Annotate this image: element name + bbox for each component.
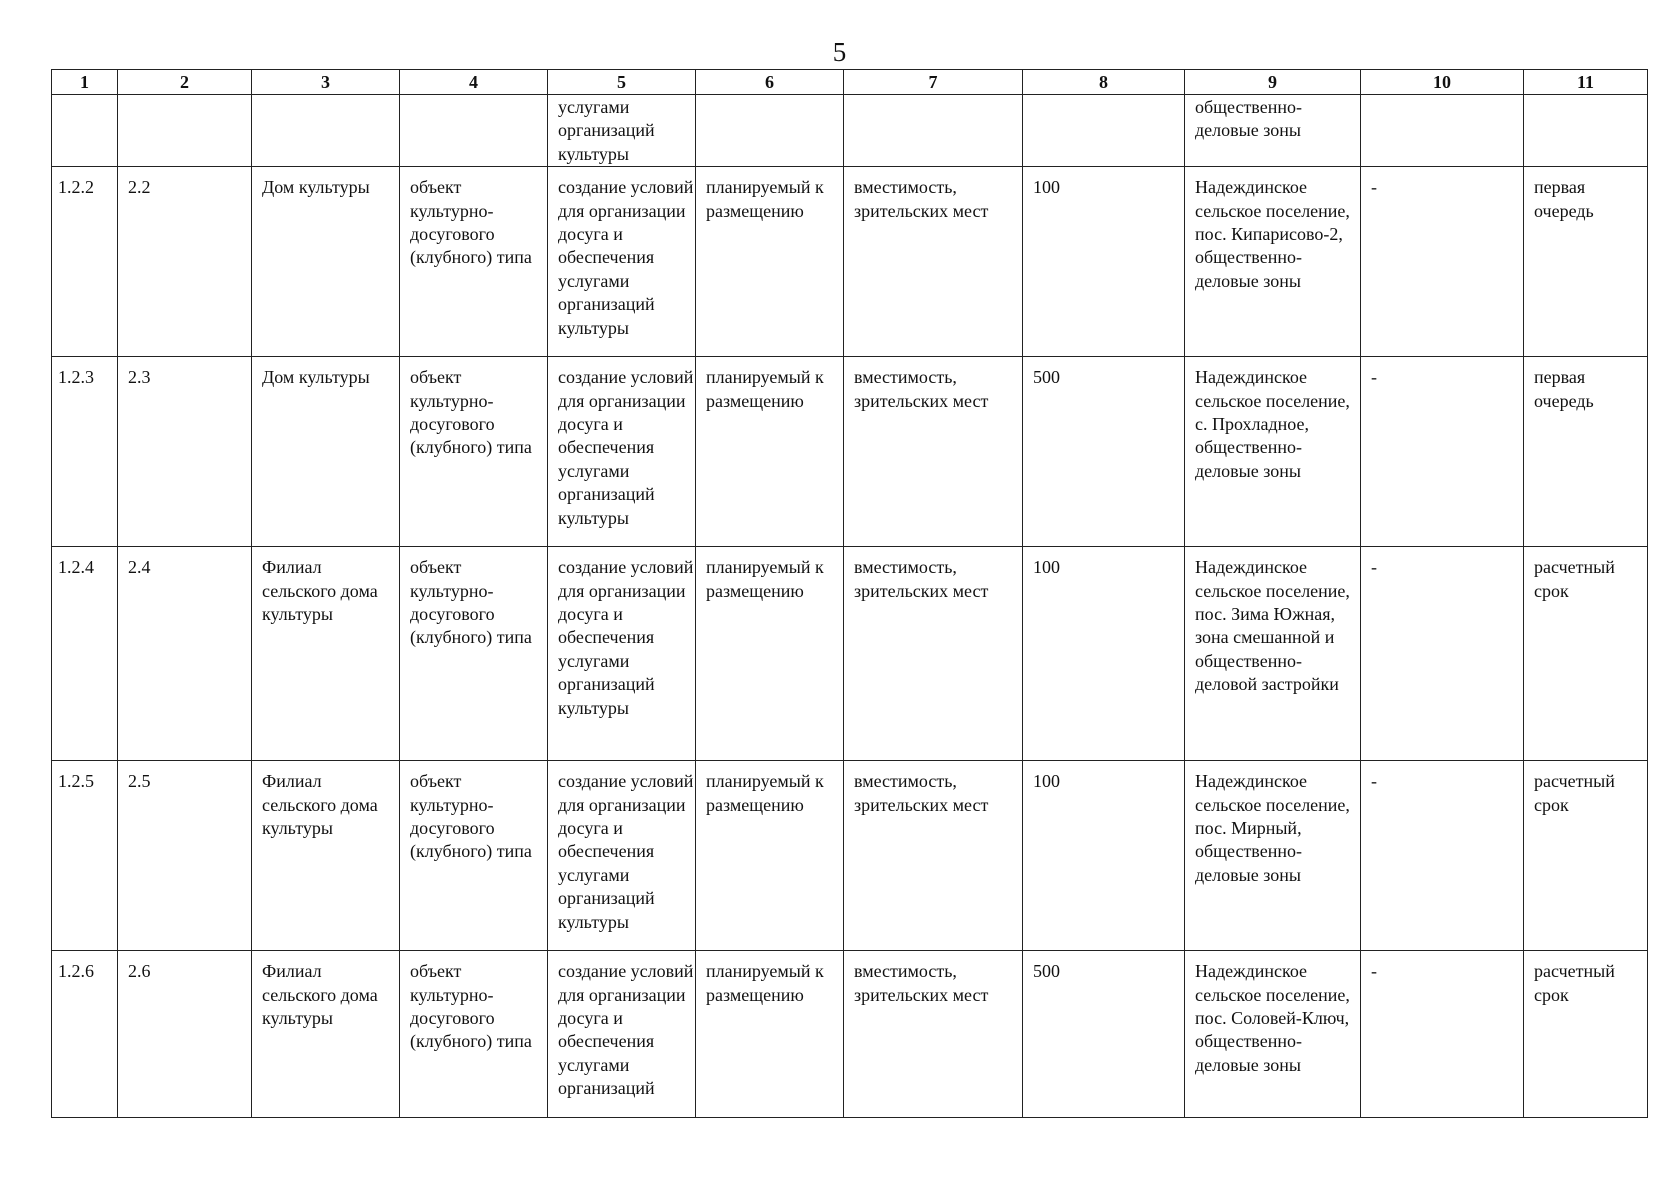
table-cell: 1.2.2 bbox=[52, 167, 118, 357]
table-cell: создание условий для организации досуга и обеспечения услугами организаций культуры bbox=[548, 167, 696, 357]
column-header: 8 bbox=[1023, 70, 1185, 95]
table-cell: 2.5 bbox=[118, 761, 252, 951]
table-cell: вместимость, зрительских мест bbox=[844, 547, 1023, 761]
column-header: 7 bbox=[844, 70, 1023, 95]
table-cell: 2.2 bbox=[118, 167, 252, 357]
table-cell bbox=[1524, 95, 1648, 167]
table-cell: общественно-деловые зоны bbox=[1185, 95, 1361, 167]
table-cell: 2.4 bbox=[118, 547, 252, 761]
table-cell: вместимость, зрительских мест bbox=[844, 167, 1023, 357]
table-cell: планируемый к размещению bbox=[696, 951, 844, 1118]
table-cell: 500 bbox=[1023, 357, 1185, 547]
table-row bbox=[52, 547, 1648, 761]
table-row bbox=[52, 951, 1648, 1118]
table-cell: Филиал сельского дома культуры bbox=[252, 761, 400, 951]
table-cell: Надеждинское сельское поселение, пос. Кипарисово-2, общественно-деловые зоны bbox=[1185, 167, 1361, 357]
table-cell: планируемый к размещению bbox=[696, 547, 844, 761]
column-header: 6 bbox=[696, 70, 844, 95]
column-header: 4 bbox=[400, 70, 548, 95]
table-cell: 100 bbox=[1023, 761, 1185, 951]
table-cell: Дом культуры bbox=[252, 167, 400, 357]
table-cell: 1.2.4 bbox=[52, 547, 118, 761]
table-row bbox=[52, 357, 1648, 547]
table-cell: - bbox=[1361, 761, 1524, 951]
column-number-row bbox=[52, 70, 1648, 95]
table-cell: вместимость, зрительских мест bbox=[844, 761, 1023, 951]
table-cell: создание условий для организации досуга и обеспечения услугами организаций культуры bbox=[548, 357, 696, 547]
table-cell: Надеждинское сельское поселение, пос. Соловей-Ключ, общественно-деловые зоны bbox=[1185, 951, 1361, 1118]
table-cell: Надеждинское сельское поселение, пос. Зима Южная, зона смешанной и общественно-деловой застройки bbox=[1185, 547, 1361, 761]
table-cell: первая очередь bbox=[1524, 167, 1648, 357]
table-cell: объект культурно-досугового (клубного) типа bbox=[400, 951, 548, 1118]
table-cell: объект культурно-досугового (клубного) типа bbox=[400, 167, 548, 357]
table-cell bbox=[118, 95, 252, 167]
table-cell: планируемый к размещению bbox=[696, 167, 844, 357]
table-cell: Надеждинское сельское поселение, пос. Мирный, общественно-деловые зоны bbox=[1185, 761, 1361, 951]
table-cell: вместимость, зрительских мест bbox=[844, 357, 1023, 547]
table-cell: - bbox=[1361, 951, 1524, 1118]
table-cell: 1.2.3 bbox=[52, 357, 118, 547]
table-row bbox=[52, 167, 1648, 357]
table-cell: 2.3 bbox=[118, 357, 252, 547]
column-header: 3 bbox=[252, 70, 400, 95]
column-header: 11 bbox=[1524, 70, 1648, 95]
table-cell: объект культурно-досугового (клубного) типа bbox=[400, 761, 548, 951]
table-cell: 100 bbox=[1023, 167, 1185, 357]
planned-facilities-table bbox=[51, 69, 1648, 1118]
table-row bbox=[52, 761, 1648, 951]
table-cell: объект культурно-досугового (клубного) типа bbox=[400, 357, 548, 547]
table-cell: Дом культуры bbox=[252, 357, 400, 547]
column-header: 2 bbox=[118, 70, 252, 95]
column-header: 5 bbox=[548, 70, 696, 95]
table-cell: 2.6 bbox=[118, 951, 252, 1118]
table-cell: планируемый к размещению bbox=[696, 761, 844, 951]
table-cell: 1.2.5 bbox=[52, 761, 118, 951]
table-cell: Филиал сельского дома культуры bbox=[252, 547, 400, 761]
table-cell: создание условий для организации досуга и обеспечения услугами организаций культуры bbox=[548, 547, 696, 761]
table-cell bbox=[252, 95, 400, 167]
table-cell bbox=[400, 95, 548, 167]
column-header: 10 bbox=[1361, 70, 1524, 95]
table-cell: - bbox=[1361, 167, 1524, 357]
table-cell: расчетный срок bbox=[1524, 761, 1648, 951]
table-cell: объект культурно-досугового (клубного) типа bbox=[400, 547, 548, 761]
table-cell: создание условий для организации досуга и обеспечения услугами организаций культуры bbox=[548, 761, 696, 951]
table-cell bbox=[696, 95, 844, 167]
table-cell: планируемый к размещению bbox=[696, 357, 844, 547]
table-cell: - bbox=[1361, 547, 1524, 761]
table-cell bbox=[1023, 95, 1185, 167]
table-cell: услугами организаций культуры bbox=[548, 95, 696, 167]
table-cell bbox=[844, 95, 1023, 167]
table-cell: 1.2.6 bbox=[52, 951, 118, 1118]
table-cell bbox=[52, 95, 118, 167]
table-cell: 100 bbox=[1023, 547, 1185, 761]
table-row bbox=[52, 95, 1648, 167]
table-cell: вместимость, зрительских мест bbox=[844, 951, 1023, 1118]
table-cell: 500 bbox=[1023, 951, 1185, 1118]
table-cell bbox=[1361, 95, 1524, 167]
table-cell: создание условий для организации досуга и обеспечения услугами организаций bbox=[548, 951, 696, 1118]
table-cell: Надеждинское сельское поселение, с. Прохладное, общественно-деловые зоны bbox=[1185, 357, 1361, 547]
column-header: 9 bbox=[1185, 70, 1361, 95]
table-cell: первая очередь bbox=[1524, 357, 1648, 547]
page-number: 5 bbox=[832, 37, 847, 67]
table-cell: расчетный срок bbox=[1524, 547, 1648, 761]
column-header: 1 bbox=[52, 70, 118, 95]
table-cell: расчетный срок bbox=[1524, 951, 1648, 1118]
table-cell: Филиал сельского дома культуры bbox=[252, 951, 400, 1118]
table-cell: - bbox=[1361, 357, 1524, 547]
